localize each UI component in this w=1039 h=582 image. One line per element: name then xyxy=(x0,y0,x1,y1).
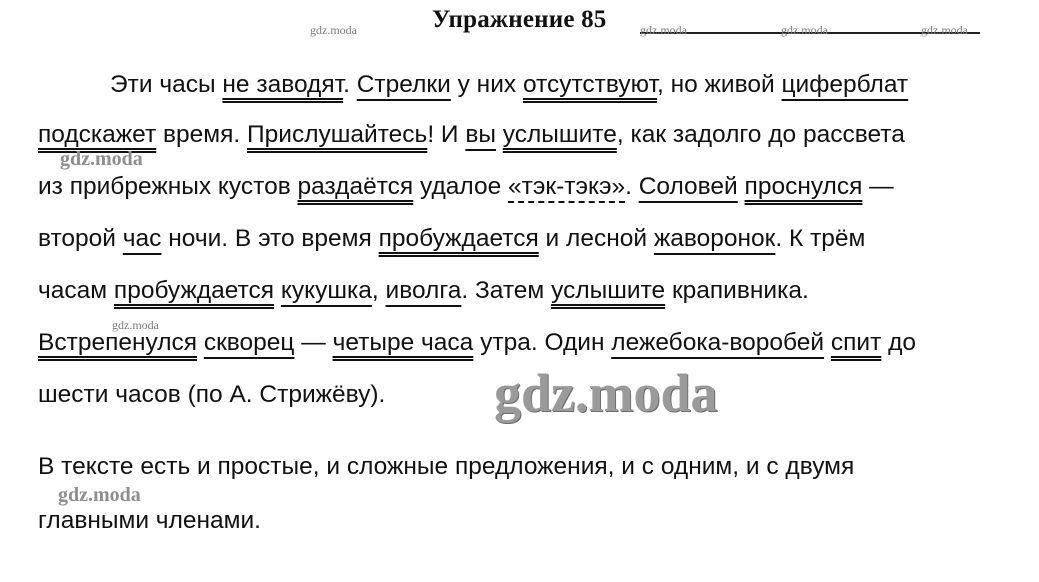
text-fragment: до xyxy=(881,329,917,356)
text-fragment xyxy=(824,329,831,356)
watermark-small: gdz.moda xyxy=(921,23,968,37)
text-fragment: и лесной xyxy=(538,225,654,252)
text-fragment: . xyxy=(343,71,357,98)
subject: скворец xyxy=(203,329,295,356)
predicate: отсутствуют xyxy=(522,71,657,98)
subject: Стрелки xyxy=(356,71,451,98)
text-fragment: крапивника. xyxy=(665,277,809,304)
text-line-1 xyxy=(110,70,908,100)
text-fragment xyxy=(274,277,281,304)
watermark-small: gdz.moda xyxy=(781,23,828,37)
task-line-2: главными членами. xyxy=(38,507,261,534)
task-line-1: В тексте есть и простые, и сложные предложения, и с одним, и с двумя xyxy=(38,453,855,480)
watermark-small: gdz.moda xyxy=(310,23,357,37)
text-fragment xyxy=(496,121,503,148)
text-line-3 xyxy=(38,172,894,202)
text-fragment: удалое xyxy=(413,173,508,200)
subject: жаворонок xyxy=(653,225,776,252)
text-fragment: Эти часы xyxy=(110,71,223,98)
text-fragment xyxy=(738,173,745,200)
text-fragment: шести часов (по А. Стрижёву). xyxy=(38,381,386,408)
predicate: проснулся xyxy=(744,173,863,200)
predicate: услышите xyxy=(551,277,666,304)
text-fragment: . Затем xyxy=(461,277,552,304)
text-fragment: утра. Один xyxy=(473,329,612,356)
text-fragment: у них xyxy=(450,71,523,98)
text-fragment: второй xyxy=(38,225,123,252)
text-fragment: ночи. В это время xyxy=(161,225,379,252)
text-line-6 xyxy=(38,328,916,358)
text-fragment: из прибрежных кустов xyxy=(38,173,298,200)
subject: Соловей xyxy=(638,173,738,200)
interjection: «тэк-тэкэ» xyxy=(508,173,626,200)
text-fragment: — xyxy=(862,173,894,200)
subject: лежебока-воробей xyxy=(611,329,825,356)
predicate: Прислушайтесь xyxy=(247,121,428,148)
predicate: Встрепенулся xyxy=(38,329,198,356)
watermark-small: gdz.moda xyxy=(640,23,687,37)
predicate: подскажет xyxy=(38,121,157,148)
predicate: услышите xyxy=(502,121,617,148)
text-line-7 xyxy=(38,380,385,410)
predicate: пробуждается xyxy=(113,277,275,304)
predicate: спит xyxy=(830,329,882,356)
subject: кукушка xyxy=(280,277,372,304)
watermark-mid: gdz.moda xyxy=(60,148,143,170)
predicate: четыре часа xyxy=(332,329,474,356)
text-fragment: . К трём xyxy=(775,225,866,252)
text-fragment: ! И xyxy=(427,121,466,148)
text-fragment: часам xyxy=(38,277,114,304)
subject: вы xyxy=(465,121,496,148)
text-fragment: , как задолго до рассвета xyxy=(616,121,905,148)
watermark-mid: gdz.moda xyxy=(58,484,141,506)
text-line-2 xyxy=(38,120,905,150)
page-title: Упражнение 85 xyxy=(432,6,607,33)
text-line-4 xyxy=(38,224,865,254)
predicate: раздаётся xyxy=(297,173,414,200)
subject: иволга xyxy=(385,277,462,304)
text-fragment: время. xyxy=(156,121,248,148)
watermark-large: gdz.moda xyxy=(494,363,718,423)
subject: циферблат xyxy=(781,71,909,98)
text-fragment: . xyxy=(625,173,639,200)
text-fragment xyxy=(197,329,204,356)
text-fragment: , xyxy=(371,277,386,304)
predicate: пробуждается xyxy=(378,225,539,252)
watermark-small: gdz.moda xyxy=(112,318,159,332)
text-fragment: , но живой xyxy=(656,71,782,98)
text-line-5 xyxy=(38,276,809,306)
subject: час xyxy=(122,225,162,252)
predicate: не заводят xyxy=(222,71,344,98)
text-fragment: — xyxy=(294,329,333,356)
